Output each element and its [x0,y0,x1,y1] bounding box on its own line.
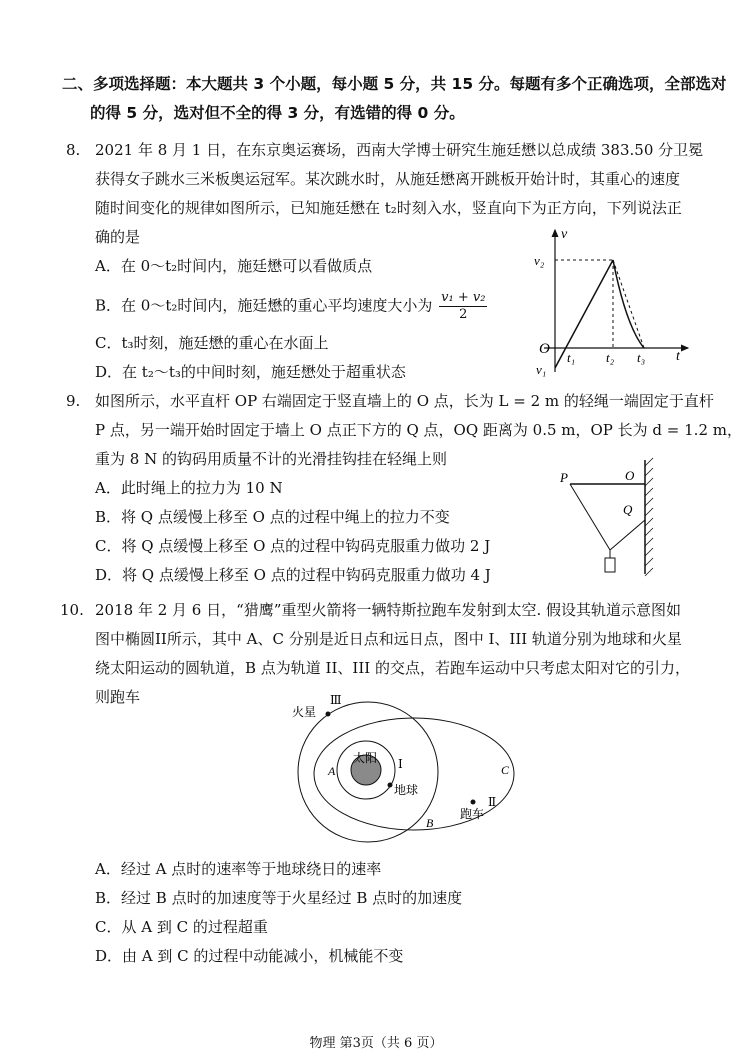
q9-option-d[interactable]: D．将 Q 点缓慢上移至 O 点的过程中钩码克服重力做功 4 J [95,566,491,584]
label-t: t [676,349,680,364]
label-b: B [426,816,434,830]
velocity-line [555,260,613,368]
q10-orbit-diagram [282,690,532,850]
q8-stem-line3: 随时间变化的规律如图所示，已知施廷懋在 t₂时刻入水，竖直向下为正方向，下列说法正 [95,199,682,217]
rope-right [610,520,645,550]
q10-option-b[interactable]: B．经过 B 点时的加速度等于火星经过 B 点时的加速度 [95,889,463,907]
fraction-numerator: v₁ + v₂ [441,290,486,305]
label-earth: 地球 [394,783,419,797]
label-mars: 火星 [292,705,317,719]
label-a: A [328,764,336,778]
label-o: O [625,468,635,483]
q8-option-d[interactable]: D．在 t₂～t₃的中间时刻，施廷懋处于超重状态 [95,363,406,381]
label-v: v [561,227,568,242]
q9-option-a[interactable]: A．此时绳上的拉力为 10 N [95,479,283,497]
label-p: P [560,470,568,485]
label-car: 跑车 [460,807,485,821]
earth-dot-icon [388,783,393,788]
label-orbit-i: Ⅰ [398,757,403,771]
page-footer: 物理 第3页（共 6 页） [309,1036,443,1051]
q10-stem-line2: 图中椭圆II所示，其中 A、C 分别是近日点和远日点，图中 I、III 轨道分别为地球和火星 [95,630,682,648]
car-dot-icon [471,800,476,805]
q8-option-a[interactable]: A．在 0～t₂时间内，施廷懋可以看做质点 [95,257,373,275]
q10-stem-line3: 绕太阳运动的圆轨道，B 点为轨道 II、III 的交点，若跑车运动中只考虑太阳对它的引力， [95,659,690,677]
q9-rope-diagram [555,452,665,582]
q8-vt-graph [530,222,695,380]
q9-stem-line1: 如图所示，水平直杆 OP 右端固定于竖直墙上的 O 点，长为 L = 2 m 的轻绳一端固定于直杆 [95,392,714,410]
section-header-line2: 的得 5 分，选对但不全的得 3 分，有选错的得 0 分。 [90,104,465,122]
label-c: C [501,763,510,777]
q8-option-b-fraction [439,290,487,323]
q8-option-b-text: B．在 0～t₂时间内，施廷懋的重心平均速度大小为 [95,296,433,315]
label-q: Q [623,502,633,517]
q10-option-a[interactable]: A．经过 A 点时的速率等于地球绕日的速率 [95,860,382,878]
q8-number: 8. [66,141,81,159]
reference-dashed-line [613,260,644,348]
q8-stem-line2: 获得女子跳水三米板奥运冠军。某次跳水时，从施廷懋离开跳板开始计时，其重心的速度 [95,170,681,188]
mars-dot-icon [326,712,331,717]
wall-hatching [645,458,653,576]
label-orbit-iii: Ⅲ [330,693,342,707]
q10-number: 10. [60,601,84,619]
fraction-denominator: 2 [459,307,468,322]
q8-option-c[interactable]: C．t₃时刻，施廷懋的重心在水面上 [95,334,329,352]
q9-option-b[interactable]: B．将 Q 点缓慢上移至 O 点的过程中绳上的拉力不变 [95,508,450,526]
q10-option-c[interactable]: C．从 A 到 C 的过程超重 [95,918,268,936]
q10-stem-line1: 2018 年 2 月 6 日，“猎鹰”重型火箭将一辆特斯拉跑车发射到太空. 假设其轨道示意图如 [95,601,681,619]
rope-left [570,484,610,550]
label-v1: v₁ [536,362,547,377]
q8-option-b[interactable] [95,290,487,323]
q9-number: 9. [66,392,81,410]
q9-stem-line3: 重为 8 N 的钩码用质量不计的光滑挂钩挂在轻绳上则 [95,450,447,468]
label-t1: t₁ [567,350,576,365]
hook-weight [605,558,615,572]
q10-option-d[interactable]: D．由 A 到 C 的过程中动能减小，机械能不变 [95,947,404,965]
q9-option-c[interactable]: C．将 Q 点缓慢上移至 O 点的过程中钩码克服重力做功 2 J [95,537,491,555]
label-origin: O [539,341,550,357]
q8-stem-line4: 确的是 [95,228,141,246]
label-v2: v₂ [534,253,545,268]
label-sun: 太阳 [353,751,378,765]
q10-stem-line4: 则跑车 [95,688,141,706]
label-orbit-ii: Ⅱ [488,795,497,809]
q8-stem-line1: 2021 年 8 月 1 日，在东京奥运赛场，西南大学博士研究生施廷懋以总成绩 383.50 分卫冕 [95,141,704,159]
label-t3: t₃ [637,350,646,365]
section-header-line1: 二、多项选择题：本大题共 3 个小题，每小题 5 分，共 15 分。每题有多个正确选项，全部选对 [62,75,727,93]
q9-stem-line2: P 点，另一端开始时固定于墙上 O 点正下方的 Q 点，OQ 距离为 0.5 m，OP 长为 d = 1.2 m， [95,421,742,439]
label-t2: t₂ [606,350,615,365]
